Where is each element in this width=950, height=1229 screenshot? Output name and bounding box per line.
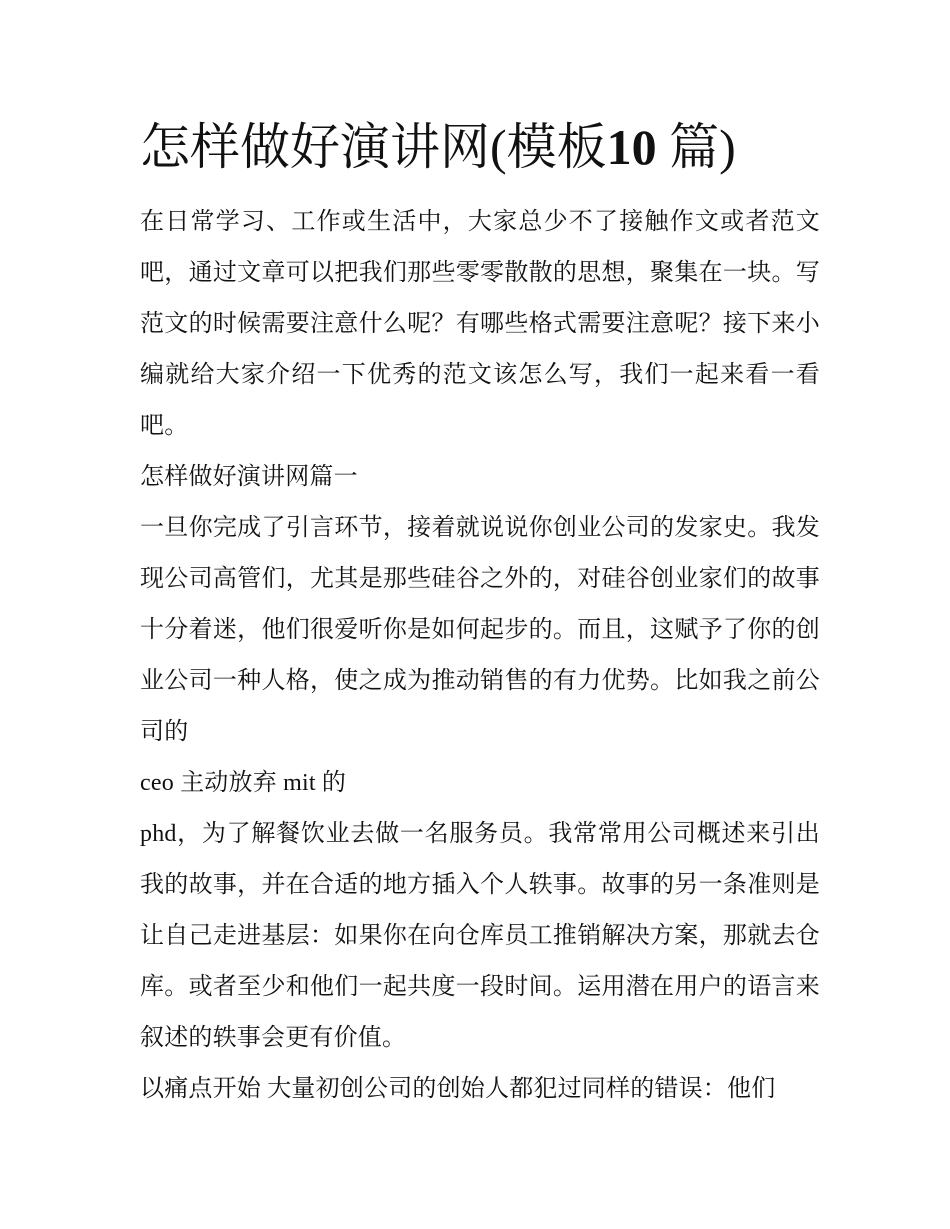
pain-point-paragraph: 以痛点开始 大量初创公司的创始人都犯过同样的错误：他们: [140, 1076, 776, 1102]
document-body: [140, 197, 820, 1115]
phd-paragraph: phd，为了解餐饮业去做一名服务员。我常常用公司概述来引出我的故事，并在合适的地方插入个人轶事。故事的另一条准则是让自己走进基层：如果你在向仓库员工推销解决方案，那就去仓库。或者至少和他们一起共度一段时间。运用潜在用户的语言来叙述的轶事会更有价值。: [140, 821, 820, 1051]
story-paragraph: 一旦你完成了引言环节，接着就说说你创业公司的发家史。我发现公司高管们，尤其是那些硅谷之外的，对硅谷创业家们的故事十分着迷，他们很爱听你是如何起步的。而且，这赋予了你的创业公司一种人格，使之成为推动销售的有力优势。比如我之前公司的: [140, 515, 820, 745]
title-number: 10: [606, 119, 657, 175]
title-prefix: 怎样做好演讲网(模板: [140, 119, 607, 175]
intro-paragraph: 在日常学习、工作或生活中，大家总少不了接触作文或者范文吧，通过文章可以把我们那些零零散散的思想，聚集在一块。写范文的时候需要注意什么呢？有哪些格式需要注意呢？接下来小编就给大家介绍一下优秀的范文该怎么写，我们一起来看一看吧。: [140, 209, 820, 439]
document-title: [140, 112, 840, 182]
section-heading: 怎样做好演讲网篇一: [140, 464, 358, 490]
ceo-line: ceo 主动放弃 mit 的: [140, 770, 347, 796]
title-suffix: 篇): [669, 119, 736, 175]
